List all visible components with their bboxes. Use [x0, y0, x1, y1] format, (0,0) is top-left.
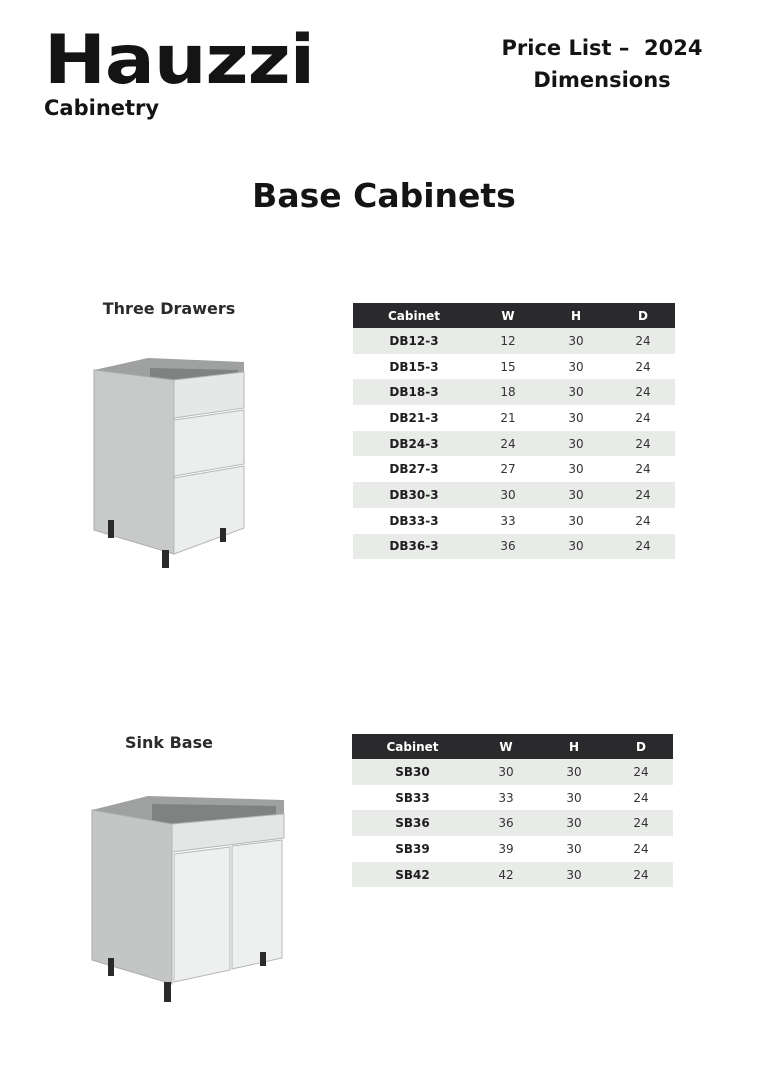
column-header: D — [609, 734, 673, 759]
section-label-sink-base: Sink Base — [125, 733, 213, 752]
height-value: 30 — [568, 359, 584, 374]
sink-base-cabinet-image — [88, 794, 288, 1006]
width-value: 30 — [475, 482, 541, 508]
depth-value: 24 — [611, 534, 675, 560]
height-value: 30 — [539, 759, 609, 785]
cabinet-code: DB21-3 — [389, 410, 439, 425]
cabinet-code: DB36-3 — [353, 534, 475, 560]
cabinet-code: DB30-3 — [353, 482, 475, 508]
depth-value: 24 — [611, 328, 675, 354]
table-row — [353, 431, 675, 457]
page-title: Base Cabinets — [252, 176, 516, 215]
three-drawer-cabinet-image — [88, 352, 250, 574]
table-header-row — [352, 734, 673, 759]
height-value: 30 — [541, 431, 611, 457]
depth-value: 24 — [611, 379, 675, 405]
depth-value: 24 — [609, 759, 673, 785]
depth-value: 24 — [635, 513, 651, 528]
table-row — [353, 534, 675, 560]
width-value: 15 — [500, 359, 516, 374]
height-value: 30 — [566, 841, 582, 856]
height-value: 30 — [541, 328, 611, 354]
height-value: 30 — [568, 410, 584, 425]
depth-value: 24 — [611, 431, 675, 457]
depth-value: 24 — [635, 410, 651, 425]
brand-name: Hauzzi — [44, 20, 315, 100]
table-row — [353, 328, 675, 354]
height-value: 30 — [568, 462, 584, 477]
depth-value: 24 — [635, 462, 651, 477]
height-value: 30 — [539, 862, 609, 888]
cabinet-code: SB39 — [395, 841, 430, 856]
depth-value: 24 — [609, 862, 673, 888]
table-row — [352, 836, 673, 862]
column-header: W — [473, 734, 539, 759]
table-row — [353, 379, 675, 405]
cabinet-code: SB42 — [352, 862, 473, 888]
width-value: 36 — [473, 810, 539, 836]
cabinet-code: SB30 — [352, 759, 473, 785]
table-row — [352, 785, 673, 811]
sink-base-table — [352, 734, 673, 887]
depth-value: 24 — [635, 359, 651, 374]
section-label-three-drawers: Three Drawers — [102, 299, 236, 318]
width-value: 42 — [473, 862, 539, 888]
table-row — [353, 405, 675, 431]
width-value: 30 — [473, 759, 539, 785]
cabinet-code: DB12-3 — [353, 328, 475, 354]
width-value: 39 — [498, 841, 514, 856]
height-value: 30 — [566, 790, 582, 805]
height-value: 30 — [541, 482, 611, 508]
width-value: 27 — [500, 462, 516, 477]
width-value: 33 — [498, 790, 514, 805]
table-row — [353, 482, 675, 508]
height-value: 30 — [539, 810, 609, 836]
cabinet-code: SB33 — [395, 790, 430, 805]
column-header: H — [541, 303, 611, 328]
table-header-row — [353, 303, 675, 328]
column-header: W — [475, 303, 541, 328]
table-row — [353, 354, 675, 380]
width-value: 21 — [500, 410, 516, 425]
depth-value: 24 — [609, 810, 673, 836]
height-value: 30 — [568, 513, 584, 528]
brand-sub: Cabinetry — [44, 96, 160, 120]
table-row — [352, 810, 673, 836]
cabinet-code: DB15-3 — [389, 359, 439, 374]
width-value: 12 — [475, 328, 541, 354]
brand-logo — [44, 20, 315, 120]
width-value: 18 — [475, 379, 541, 405]
depth-value: 24 — [633, 790, 649, 805]
table-row — [352, 759, 673, 785]
table-row — [353, 508, 675, 534]
three-drawers-table — [353, 303, 675, 559]
width-value: 33 — [500, 513, 516, 528]
cabinet-code: SB36 — [352, 810, 473, 836]
column-header: Cabinet — [352, 734, 473, 759]
table-row — [352, 862, 673, 888]
column-header: D — [611, 303, 675, 328]
cabinet-code: DB27-3 — [389, 462, 439, 477]
depth-value: 24 — [611, 482, 675, 508]
header-title: Price List – 2024 Dimensions — [501, 36, 703, 92]
height-value: 30 — [541, 379, 611, 405]
column-header: Cabinet — [353, 303, 475, 328]
column-header: H — [539, 734, 609, 759]
cabinet-code: DB33-3 — [389, 513, 439, 528]
cabinet-code: DB24-3 — [353, 431, 475, 457]
width-value: 24 — [475, 431, 541, 457]
table-row — [353, 456, 675, 482]
depth-value: 24 — [633, 841, 649, 856]
height-value: 30 — [541, 534, 611, 560]
cabinet-code: DB18-3 — [353, 379, 475, 405]
width-value: 36 — [475, 534, 541, 560]
